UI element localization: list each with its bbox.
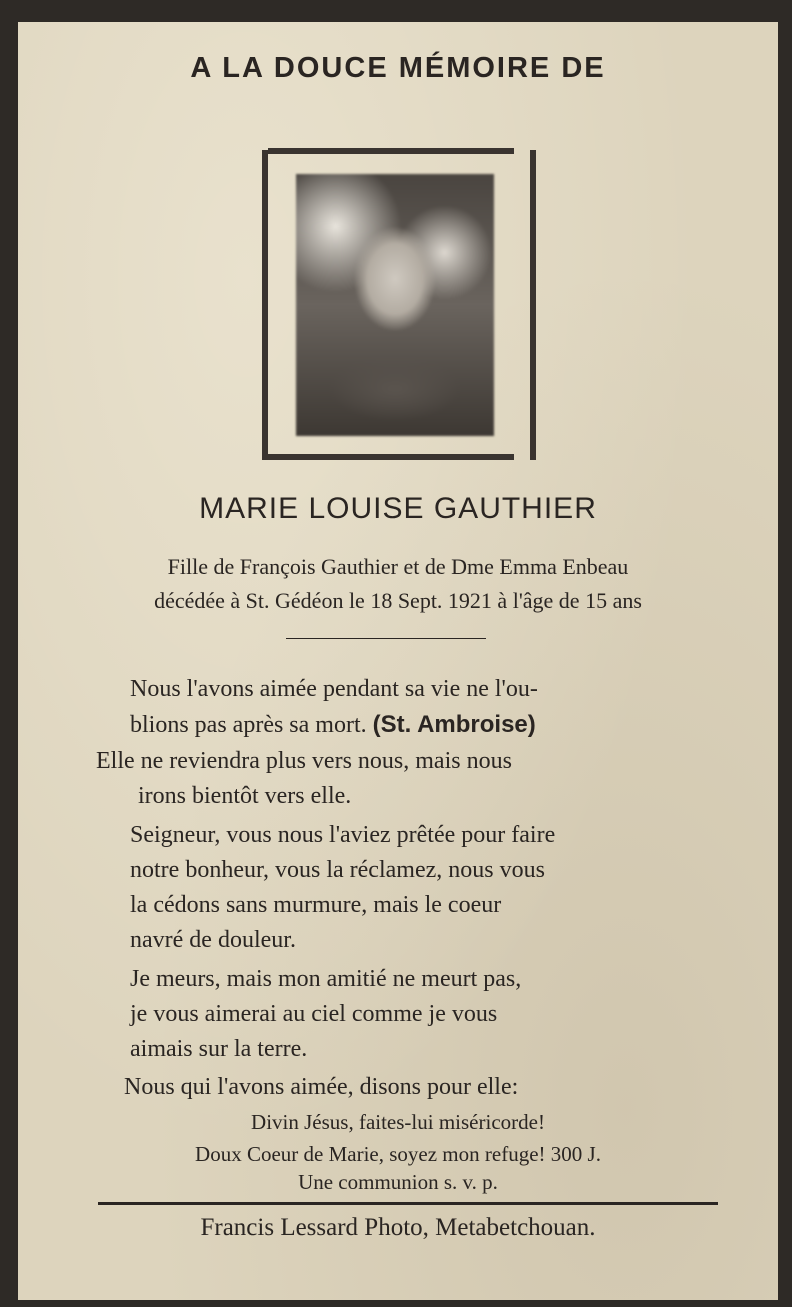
prayer-line3: Une communion s. v. p.: [298, 1170, 498, 1194]
verse1-line1: Nous l'avons aimée pendant sa vie ne l'ou-: [130, 676, 538, 702]
portrait-photo: [296, 174, 494, 436]
deceased-name: MARIE LOUISE GAUTHIER: [199, 492, 597, 525]
photographer-credit: Francis Lessard Photo, Metabetchouan.: [200, 1214, 596, 1241]
verse4-line2: je vous aimerai au ciel comme je vous: [130, 1001, 498, 1027]
verse4-line3: aimais sur la terre.: [130, 1036, 308, 1062]
verse1-attribution: (St. Ambroise): [372, 711, 536, 738]
verse3-line3: la cédons sans murmure, mais le coeur: [130, 892, 502, 918]
prayer-line1: Divin Jésus, faites-lui miséricorde!: [251, 1110, 545, 1134]
verse1-line2: [130, 707, 536, 743]
death-line: décédée à St. Gédéon le 18 Sept. 1921 à l'âge de 15 ans: [154, 588, 642, 613]
verse3-line4: navré de douleur.: [130, 927, 296, 953]
verse3-line2: notre bonheur, vous la réclamez, nous vous: [130, 857, 545, 883]
verse5: Nous qui l'avons aimée, disons pour elle:: [124, 1074, 519, 1100]
photo-frame-bottom: [268, 454, 514, 460]
verse2-line1: Elle ne reviendra plus vers nous, mais nous: [96, 748, 512, 774]
verse4-line1: Je meurs, mais mon amitié ne meurt pas,: [130, 966, 522, 992]
divider-long: [98, 1202, 718, 1205]
parents-line: Fille de François Gauthier et de Dme Emma Enbeau: [167, 554, 629, 579]
memorial-card: [18, 22, 778, 1300]
divider-short: [286, 638, 486, 639]
verse2-line2: irons bientôt vers elle.: [138, 783, 352, 809]
verse3-line1: Seigneur, vous nous l'aviez prêtée pour faire: [130, 822, 556, 848]
heading: A LA DOUCE MÉMOIRE DE: [190, 52, 606, 84]
prayer-line2: Doux Coeur de Marie, soyez mon refuge! 300 J.: [195, 1142, 601, 1166]
verse1-line2-text: blions pas après sa mort.: [130, 712, 367, 738]
